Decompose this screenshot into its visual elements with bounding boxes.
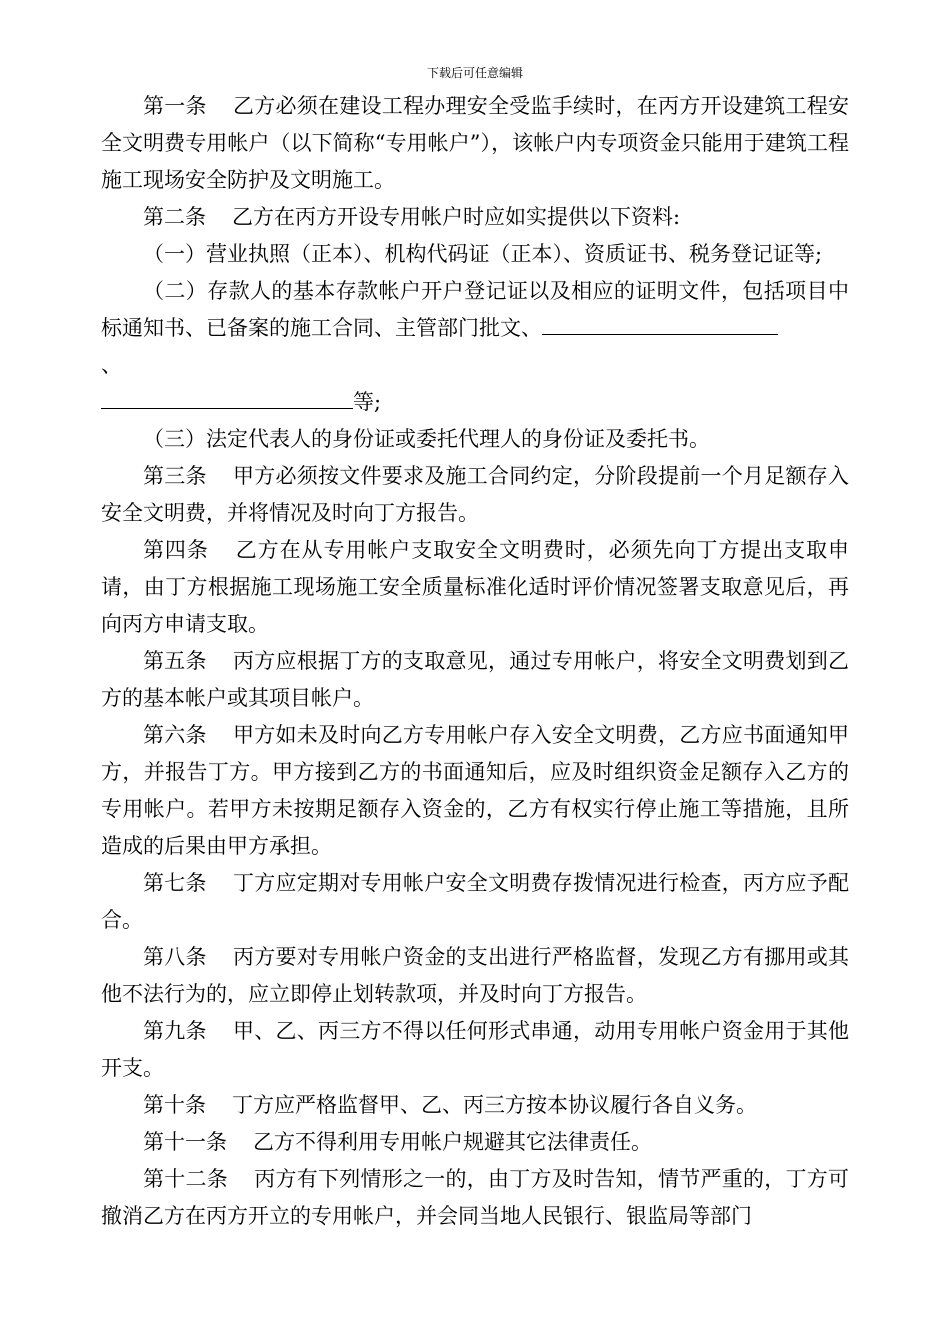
article-1 bbox=[101, 88, 849, 199]
list-item-2-continuation: 、 bbox=[101, 353, 122, 377]
article-number: 第五条 bbox=[143, 649, 207, 673]
article-number: 第十一条 bbox=[143, 1130, 227, 1154]
article-10 bbox=[101, 1087, 849, 1124]
page-header-note: 下载后可任意编辑 bbox=[426, 66, 523, 80]
article-text: 乙方必须在建设工程办理安全受监手续时，在丙方开设建筑工程安全文明费专用帐户（以下简称“专用帐户”），该帐户内专项资金只能用于建筑工程施工现场安全防护及文明施工。 bbox=[101, 94, 849, 192]
article-5 bbox=[101, 643, 849, 717]
article-6 bbox=[101, 717, 849, 865]
article-8 bbox=[101, 939, 849, 1013]
article-number: 第十条 bbox=[143, 1093, 206, 1117]
article-text: 甲、乙、丙三方不得以任何形式串通，动用专用帐户资金用于其他开支。 bbox=[101, 1019, 849, 1080]
document-body bbox=[101, 88, 849, 1235]
article-9 bbox=[101, 1013, 849, 1087]
article-text: 丁方应严格监督甲、乙、丙三方按本协议履行各自义务。 bbox=[232, 1093, 757, 1117]
article-text: 乙方在从专用帐户支取安全文明费时，必须先向丁方提出支取申请，由丁方根据施工现场施工安全质量标准化适时评价情况签署支取意见后，再向丙方申请支取。 bbox=[101, 538, 850, 636]
list-item-text: （二）存款人的基本存款帐户开户登记证以及相应的证明文件，包括项目中标通知书、已备案的施工合同、主管部门批文、 bbox=[101, 279, 849, 340]
fill-in-blank-line[interactable] bbox=[542, 312, 778, 335]
fill-in-blank-line[interactable] bbox=[101, 386, 353, 409]
article-4 bbox=[101, 532, 849, 643]
article-number: 第七条 bbox=[143, 871, 207, 895]
article-text: 甲方必须按文件要求及施工合同约定，分阶段提前一个月足额存入安全文明费，并将情况及时向丁方报告。 bbox=[101, 464, 849, 525]
article-text: 乙方不得利用专用帐户规避其它法律责任。 bbox=[253, 1130, 652, 1154]
article-number: 第三条 bbox=[143, 464, 207, 488]
article-3 bbox=[101, 458, 849, 532]
article-text: 乙方在丙方开设专用帐户时应如实提供以下资料: bbox=[232, 205, 681, 229]
article-text: 丙方应根据丁方的支取意见，通过专用帐户，将安全文明费划到乙方的基本帐户或其项目帐户。 bbox=[101, 649, 849, 710]
article-number: 第九条 bbox=[143, 1019, 207, 1043]
article-text: 丁方应定期对专用帐户安全文明费存拨情况进行检查，丙方应予配合。 bbox=[101, 871, 849, 932]
article-number: 第二条 bbox=[143, 205, 206, 229]
article-11 bbox=[101, 1124, 849, 1161]
list-item-2-end bbox=[101, 384, 849, 421]
list-item-2 bbox=[101, 273, 849, 347]
article-text: 甲方如未及时向乙方专用帐户存入安全文明费，乙方应书面通知甲方，并报告丁方。甲方接到乙方的书面通知后，应及时组织资金足额存入乙方的专用帐户。若甲方未按期足额存入资金的，乙方有权实行停止施工等措施，且所造成的后果由甲方承担。 bbox=[101, 723, 849, 858]
article-2 bbox=[101, 199, 849, 236]
article-number: 第四条 bbox=[143, 538, 209, 562]
article-text: 丙方有下列情形之一的，由丁方及时告知，情节严重的，丁方可撤消乙方在丙方开立的专用帐户，并会同当地人民银行、银监局等部门 bbox=[101, 1167, 849, 1228]
article-number: 第一条 bbox=[143, 94, 207, 118]
list-item-suffix: 等; bbox=[353, 390, 382, 414]
list-item-3: （三）法定代表人的身份证或委托代理人的身份证及委托书。 bbox=[143, 427, 710, 451]
article-number: 第十二条 bbox=[143, 1167, 228, 1191]
article-text: 丙方要对专用帐户资金的支出进行严格监督，发现乙方有挪用或其他不法行为的，应立即停止划转款项，并及时向丁方报告。 bbox=[101, 945, 849, 1006]
article-12 bbox=[101, 1161, 849, 1235]
article-7 bbox=[101, 865, 849, 939]
list-item-1: （一）营业执照（正本）、机构代码证（正本）、资质证书、税务登记证等; bbox=[143, 242, 823, 266]
article-number: 第八条 bbox=[143, 945, 207, 969]
article-number: 第六条 bbox=[143, 723, 207, 747]
